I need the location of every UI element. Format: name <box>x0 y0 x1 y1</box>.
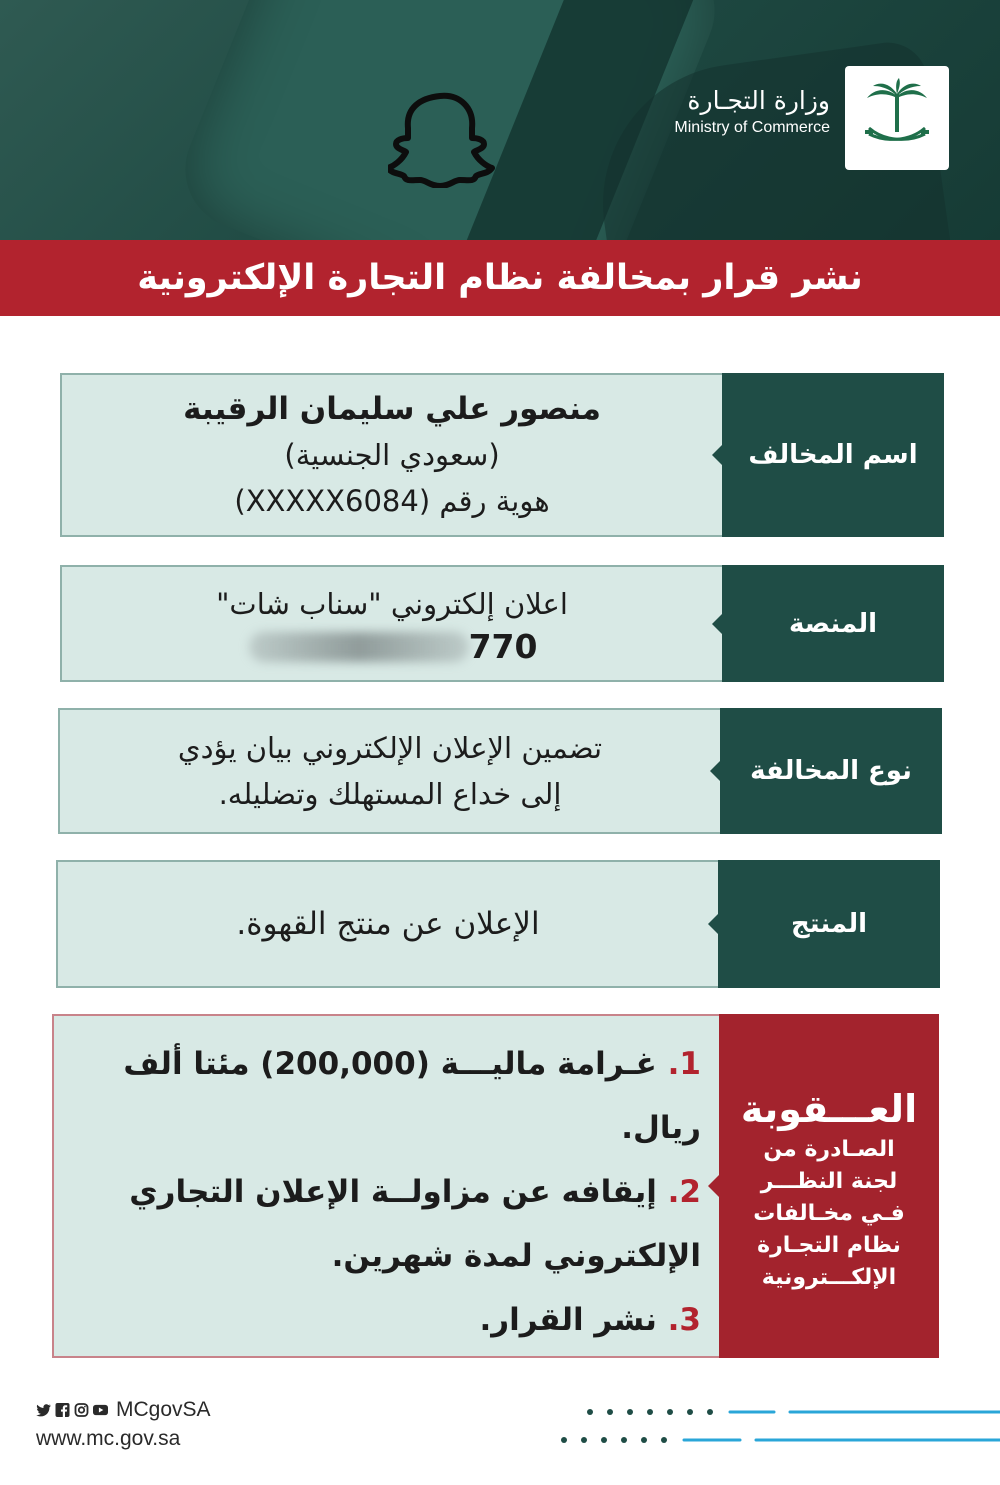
platform-label: المنصة <box>722 565 944 682</box>
platform-phone <box>247 627 538 666</box>
saudi-emblem-icon <box>845 66 949 170</box>
penalty-sub-1: الصـادرة من <box>763 1137 895 1162</box>
penalty-item-text: غـرامة ماليـــة (200,000) مئتا ألف <box>123 1046 657 1082</box>
instagram-icon[interactable] <box>74 1403 89 1417</box>
violation-type-line1: تضمين الإعلان الإلكتروني بيان يؤدي <box>177 731 603 765</box>
penalty-sub-3: فـي مخـالفات <box>753 1201 905 1226</box>
snapchat-ghost-icon <box>388 88 498 188</box>
penalty-label <box>719 1014 939 1358</box>
penalty-item-number: 3. <box>667 1302 701 1338</box>
platform-details <box>60 565 722 682</box>
youtube-icon[interactable] <box>93 1403 108 1417</box>
website-link[interactable]: www.mc.gov.sa <box>36 1427 181 1450</box>
product-value: الإعلان عن منتج القهوة. <box>236 906 540 942</box>
penalty-sub-4: نظام التجـارة <box>757 1233 901 1258</box>
violation-type-label: نوع المخالفة <box>720 708 942 834</box>
penalty-item-3 <box>62 1288 701 1352</box>
footer <box>36 1396 296 1454</box>
decorative-dashes <box>550 1400 1000 1460</box>
violator-id: هوية رقم (XXXXX6084) <box>234 484 550 518</box>
penalty-title: العـــقوبة <box>740 1087 918 1131</box>
penalty-item-1 <box>62 1032 701 1096</box>
penalty-sub-5: الإلكـــترونية <box>761 1265 897 1290</box>
penalty-section <box>52 1014 939 1358</box>
product-label: المنتج <box>718 860 940 988</box>
violator-nationality: (سعودي الجنسية) <box>284 438 500 472</box>
blurred-phone-digits <box>249 632 469 662</box>
penalty-item-number: 2. <box>667 1174 701 1210</box>
violator-name: منصور علي سليمان الرقيبة <box>183 391 601 427</box>
phone-visible-digits: 770 <box>468 627 538 666</box>
violator-details <box>60 373 722 537</box>
header-banner <box>0 0 1000 240</box>
platform-value: اعلان إلكتروني "سناب شات" <box>216 587 568 621</box>
ministry-logo-text <box>640 84 830 138</box>
product-row <box>56 860 940 988</box>
page-title: نشر قرار بمخالفة نظام التجارة الإلكترونية <box>0 240 1000 316</box>
penalty-item-number: 1. <box>667 1046 701 1082</box>
ministry-name-english: Ministry of Commerce <box>674 119 830 136</box>
violator-row <box>60 373 944 537</box>
violation-type-details <box>58 708 720 834</box>
product-details <box>56 860 718 988</box>
social-links <box>36 1396 296 1424</box>
violator-label: اسم المخالف <box>722 373 944 537</box>
violation-type-row <box>58 708 942 834</box>
platform-row <box>60 565 944 682</box>
ministry-name-arabic: وزارة التجـارة <box>687 86 830 115</box>
violation-type-line2: إلى خداع المستهلك وتضليله. <box>218 777 562 811</box>
penalty-list <box>52 1014 719 1358</box>
penalty-item-text: نشر القرار. <box>479 1302 657 1338</box>
twitter-icon[interactable] <box>36 1403 51 1417</box>
penalty-item-text: إيقافه عن مزاولــة الإعلان التجاري <box>129 1174 657 1210</box>
penalty-item-2-cont: الإلكتروني لمدة شهرين. <box>331 1238 701 1274</box>
facebook-icon[interactable] <box>55 1403 70 1417</box>
penalty-item-2 <box>62 1160 701 1224</box>
social-handle[interactable]: MCgovSA <box>116 1398 211 1421</box>
penalty-item-1-cont: ريال. <box>621 1110 701 1146</box>
penalty-sub-2: لجنة النظـــر <box>760 1169 898 1194</box>
